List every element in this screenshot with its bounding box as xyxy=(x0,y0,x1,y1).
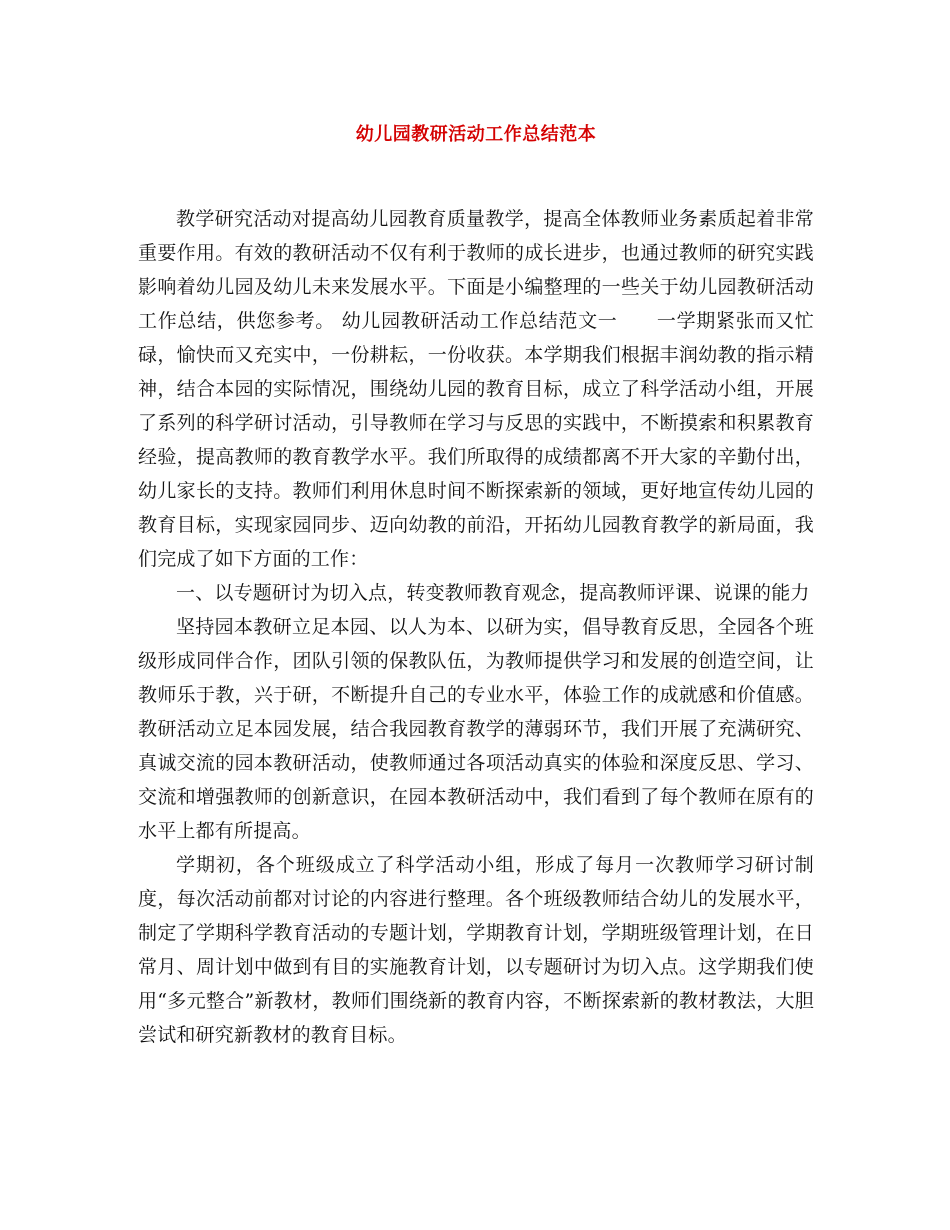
paragraph-section-1: 坚持园本教研立足本园、以人为本、以研为实，倡导教育反思，全园各个班级形成同伴合作，团队引领的保教队伍，为教师提供学习和发展的创造空间，让教师乐于教，兴于研，不断提升自己的专业水平，体验工作的成就感和价值感。教研活动立足本园发展，结合我园教育教学的薄弱环节，我们开展了充满研究、真诚交流的园本教研活动，使教师通过各项活动真实的体验和深度反思、学习、交流和增强教师的创新意识，在园本教研活动中，我们看到了每个教师在原有的水平上都有所提高。 xyxy=(138,616,814,842)
paragraph-intro: 教学研究活动对提高幼儿园教育质量教学，提高全体教师业务素质起着非常重要作用。有效的教研活动不仅有利于教师的成长进步，也通过教师的研究实践影响着幼儿园及幼儿未来发展水平。下面是小编整理的一些关于幼儿园教研活动工作总结，供您参考。 幼儿园教研活动工作总结范文一 一学期紧张而又忙碌，愉快而又充实中，一份耕耘，一份收获。本学期我们根据丰润幼教的指示精神，结合本园的实际情况，围绕幼儿园的教育目标，成立了科学活动小组，开展了系列的科学研讨活动，引导教师在学习与反思的实践中，不断摸索和积累教育经验，提高教师的教育教学水平。我们所取得的成绩都离不开大家的辛勤付出，幼儿家长的支持。教师们利用休息时间不断探索新的领域，更好地宣传幼儿园的教育目标，实现家园同步、迈向幼教的前沿，开拓幼儿园教育教学的新局面，我们完成了如下方面的工作： xyxy=(138,208,814,570)
document-page xyxy=(138,118,814,1052)
document-body xyxy=(138,202,814,1052)
section-heading-1: 一、以专题研讨为切入点，转变教师教育观念，提高教师评课、说课的能力 xyxy=(176,582,810,604)
document-title: 幼儿园教研活动工作总结范本 xyxy=(355,124,597,145)
paragraph-semester-start: 学期初，各个班级成立了科学活动小组，形成了每月一次教师学习研讨制度，每次活动前都对讨论的内容进行整理。各个班级教师结合幼儿的发展水平，制定了学期科学教育活动的专题计划，学期教育计划，学期班级管理计划，在日常月、周计划中做到有目的实施教育计划，以专题研讨为切入点。这学期我们使用“多元整合”新教材，教师们围绕新的教育内容，不断探索新的教材教法，大胆尝试和研究新教材的教育目标。 xyxy=(138,854,814,1046)
